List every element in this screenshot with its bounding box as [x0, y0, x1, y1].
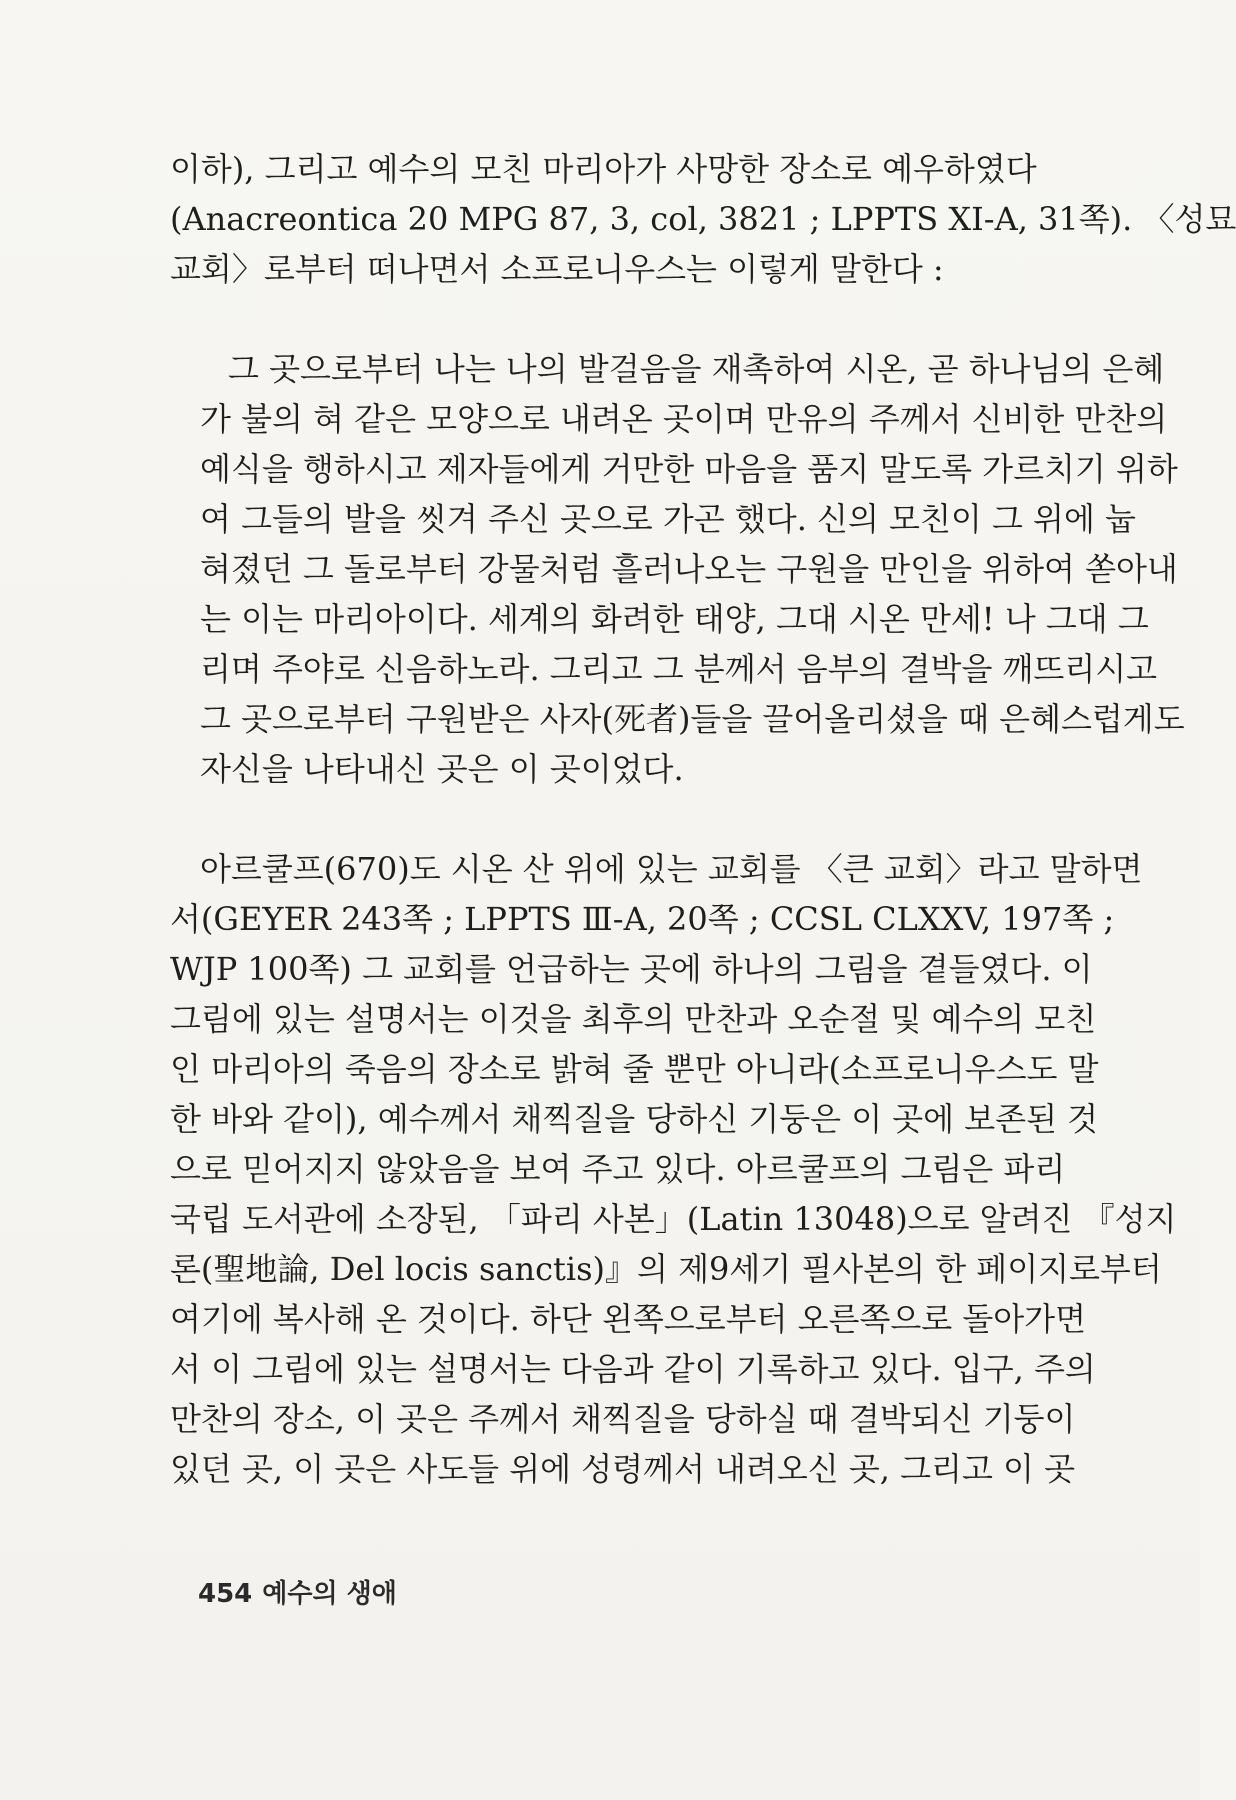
- paragraph-2-line: 여기에 복사해 온 것이다. 하단 왼쪽으로부터 오른쪽으로 돌아가면: [170, 1300, 1087, 1338]
- paragraph-1-line: 이하), 그리고 예수의 모친 마리아가 사망한 장소로 예우하였다: [170, 150, 1037, 188]
- quote-line: 리며 주야로 신음하노라. 그리고 그 분께서 음부의 결박을 깨뜨리시고: [200, 650, 1158, 688]
- paragraph-1-line: 교회〉로부터 떠나면서 소프로니우스는 이렇게 말한다 :: [170, 250, 944, 288]
- paragraph-2-line: 국립 도서관에 소장된, 「파리 사본」(Latin 13048)으로 알려진 『성지: [170, 1200, 1177, 1238]
- paragraph-2-line: WJP 100쪽) 그 교회를 언급하는 곳에 하나의 그림을 곁들였다. 이: [170, 950, 1093, 988]
- quote-line: 혀졌던 그 돌로부터 강물처럼 흘러나오는 구원을 만인을 위하여 쏟아내: [200, 550, 1178, 588]
- paragraph-2-line: 아르쿨프(670)도 시온 산 위에 있는 교회를 〈큰 교회〉라고 말하면: [200, 850, 1143, 888]
- page-number: 454: [198, 1579, 253, 1609]
- paragraph-2-line: 으로 믿어지지 않았음을 보여 주고 있다. 아르쿨프의 그림은 파리: [170, 1150, 1066, 1188]
- paragraph-2-line: 있던 곳, 이 곳은 사도들 위에 성령께서 내려오신 곳, 그리고 이 곳: [170, 1450, 1076, 1488]
- quote-line: 예식을 행하시고 제자들에게 거만한 마음을 품지 말도록 가르치기 위하: [200, 450, 1178, 488]
- quote-line: 자신을 나타내신 곳은 이 곳이었다.: [200, 750, 684, 788]
- page-footer: [198, 1578, 397, 1610]
- quote-line: 여 그들의 발을 씻겨 주신 곳으로 가곤 했다. 신의 모친이 그 위에 눕: [200, 500, 1136, 538]
- paragraph-2-line: 서 이 그림에 있는 설명서는 다음과 같이 기록하고 있다. 입구, 주의: [170, 1350, 1096, 1388]
- paragraph-2-line: 만찬의 장소, 이 곳은 주께서 채찍질을 당하실 때 결박되신 기둥이: [170, 1400, 1076, 1438]
- paragraph-2-line: 서(GEYER 243쪽 ; LPPTS Ⅲ-A, 20쪽 ; CCSL CLXXV, 197쪽 ;: [170, 900, 1115, 938]
- paragraph-2-line: 그림에 있는 설명서는 이것을 최후의 만찬과 오순절 및 예수의 모친: [170, 1000, 1097, 1038]
- quote-line: 그 곳으로부터 나는 나의 발걸음을 재촉하여 시온, 곧 하나님의 은혜: [228, 350, 1165, 388]
- paragraph-2-line: 론(聖地論, Del locis sanctis)』의 제9세기 필사본의 한 페이지로부터: [170, 1250, 1162, 1288]
- quote-line: 그 곳으로부터 구원받은 사자(死者)들을 끌어올리셨을 때 은혜스럽게도: [200, 700, 1185, 738]
- quote-line: 는 이는 마리아이다. 세계의 화려한 태양, 그대 시온 만세! 나 그대 그: [200, 600, 1149, 638]
- paragraph-2-line: 한 바와 같이), 예수께서 채찍질을 당하신 기둥은 이 곳에 보존된 것: [170, 1100, 1099, 1138]
- quote-line: 가 불의 혀 같은 모양으로 내려온 곳이며 만유의 주께서 신비한 만찬의: [200, 400, 1168, 438]
- running-title: 예수의 생애: [262, 1579, 397, 1609]
- paragraph-1-line: (Anacreontica 20 MPG 87, 3, col, 3821 ; LPPTS XI-A, 31쪽). 〈성묘: [170, 200, 1236, 238]
- paragraph-2-line: 인 마리아의 죽음의 장소로 밝혀 줄 뿐만 아니라(소프로니우스도 말: [170, 1050, 1099, 1088]
